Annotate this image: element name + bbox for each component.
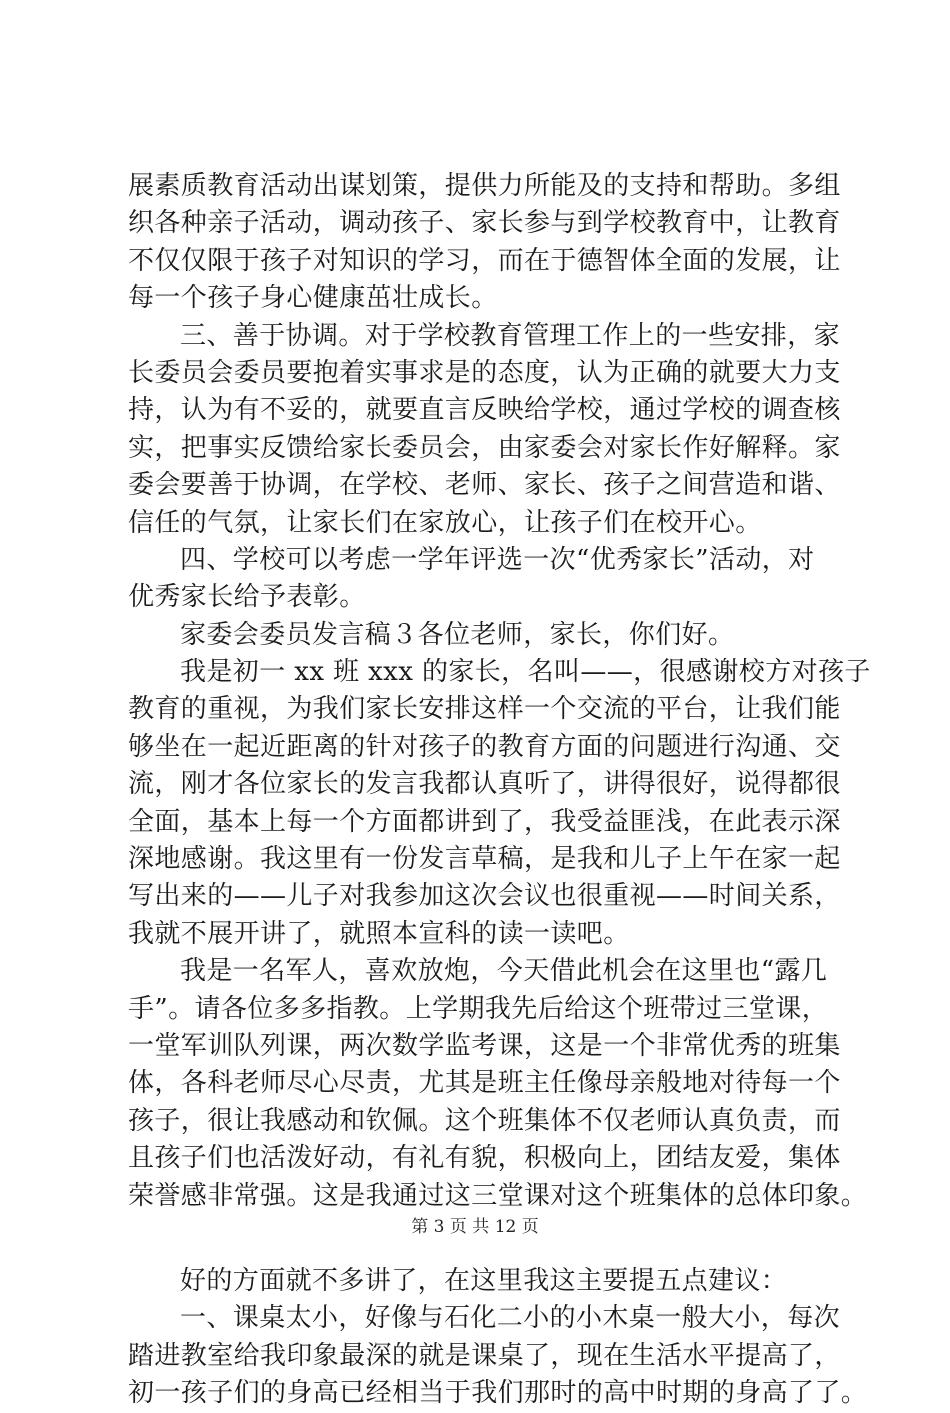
- text-line: 教育的重视，为我们家长安排这样一个交流的平台，让我们能: [128, 694, 841, 725]
- paragraph-start-line: 我是初一 xx 班 xxx 的家长，名叫——，很感谢校方对孩子: [180, 657, 871, 688]
- text-line: 写出来的——儿子对我参加这次会议也很重视——时间关系，: [128, 881, 841, 912]
- paragraph-start-line: 三、善于协调。对于学校教育管理工作上的一些安排，家: [180, 320, 841, 351]
- text-line: 信任的气氛，让家长们在家放心，让孩子们在校开心。: [128, 507, 762, 538]
- text-line: 体，各科老师尽心尽责，尤其是班主任像母亲般地对待每一个: [128, 1068, 841, 1099]
- text-line: 委会要善于协调，在学校、老师、家长、孩子之间营造和谐、: [128, 470, 841, 501]
- text-line: 手”。请各位多多指教。上学期我先后给这个班带过三堂课，: [128, 993, 829, 1024]
- text-line: 长委员会委员要抱着实事求是的态度，认为正确的就要大力支: [128, 357, 841, 388]
- text-line: 优秀家长给予表彰。: [128, 582, 366, 613]
- text-line: 初一孩子们的身高已经相当于我们那时的高中时期的身高了了。: [128, 1378, 868, 1409]
- text-line: 孩子，很让我感动和钦佩。这个班集体不仅老师认真负责，而: [128, 1105, 841, 1136]
- text-line: 流，刚才各位家长的发言我都认真听了，讲得很好，说得都很: [128, 769, 841, 800]
- text-line: 持，认为有不妥的，就要直言反映给学校，通过学校的调查核: [128, 395, 841, 426]
- paragraph-start-line: 一、课桌太小，好像与石化二小的小木桌一般大小，每次: [180, 1303, 841, 1334]
- text-line: 展素质教育活动出谋划策，提供力所能及的支持和帮助。多组: [128, 171, 841, 201]
- text-line: 我就不展开讲了，就照本宣科的读一读吧。: [128, 918, 630, 949]
- page-number-footer: 第 3 页 共 12 页: [411, 1217, 539, 1237]
- text-line: 且孩子们也活泼好动，有礼有貌，积极向上，团结友爱，集体: [128, 1143, 841, 1174]
- paragraph-start-line: 我是一名军人，喜欢放炮，今天借此机会在这里也“露几: [180, 956, 828, 987]
- text-line: 一堂军训队列课，两次数学监考课，这是一个非常优秀的班集: [128, 1030, 841, 1061]
- text-line: 深地感谢。我这里有一份发言草稿，是我和儿子上午在家一起: [128, 844, 841, 875]
- text-line: 够坐在一起近距离的针对孩子的教育方面的问题进行沟通、交: [128, 731, 841, 762]
- text-line: 全面，基本上每一个方面都讲到了，我受益匪浅，在此表示深: [128, 806, 841, 837]
- paragraph-start-line: 家委会委员发言稿３各位老师，家长，你们好。: [180, 619, 735, 650]
- text-line: 荣誉感非常强。这是我通过这三堂课对这个班集体的总体印象。: [128, 1180, 868, 1211]
- paragraph-start-line: 好的方面就不多讲了，在这里我这主要提五点建议：: [180, 1265, 788, 1296]
- text-line: 每一个孩子身心健康茁壮成长。: [128, 283, 498, 314]
- text-line: 实，把事实反馈给家长委员会，由家委会对家长作好解释。家: [128, 432, 841, 463]
- paragraph-start-line: 四、学校可以考虑一学年评选一次“优秀家长”活动，对: [180, 544, 815, 575]
- text-line: 踏进教室给我印象最深的就是课桌了，现在生活水平提高了，: [128, 1340, 841, 1371]
- text-line: 织各种亲子活动，调动孩子、家长参与到学校教育中，让教育: [128, 208, 841, 239]
- text-line: 不仅仅限于孩子对知识的学习，而在于德智体全面的发展，让: [128, 245, 841, 276]
